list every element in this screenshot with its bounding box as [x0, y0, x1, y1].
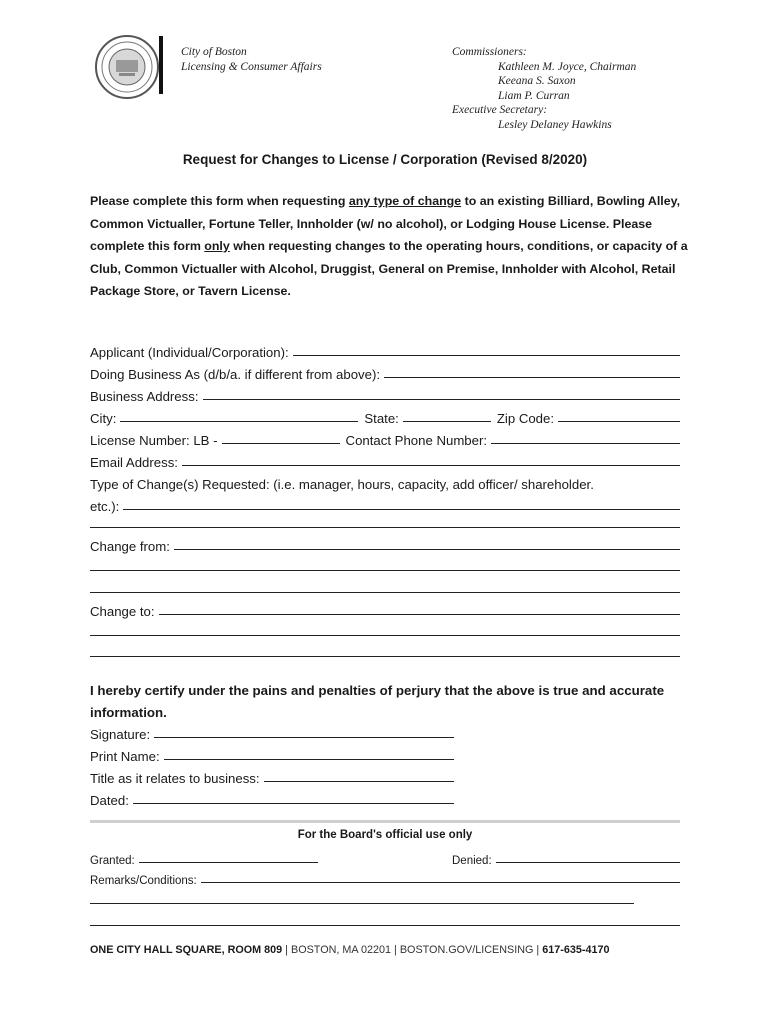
city-state-zip-row: [90, 406, 680, 426]
address-label: Business Address:: [90, 389, 199, 404]
footer-sep-1: |: [282, 944, 291, 956]
signature-label: Signature:: [90, 727, 151, 742]
intro-part-1: Please complete this form when requesting: [90, 194, 349, 208]
denied-field[interactable]: [496, 862, 680, 863]
change-from-line-2[interactable]: [90, 570, 680, 571]
email-field[interactable]: [182, 465, 680, 466]
denied-label: Denied:: [452, 855, 492, 867]
footer-sep-2: |: [391, 944, 400, 956]
city-field[interactable]: [120, 421, 358, 422]
commissioner-3: Liam P. Curran: [498, 89, 570, 102]
license-phone-row: [90, 428, 680, 448]
remarks-label: Remarks/Conditions:: [90, 875, 197, 887]
remarks-field[interactable]: [201, 882, 680, 883]
applicant-row: [90, 340, 680, 360]
type-row-1: [90, 472, 680, 492]
signature-row: [90, 722, 454, 742]
change-to-field[interactable]: [159, 614, 680, 615]
print-name-field[interactable]: [164, 759, 454, 760]
state-field[interactable]: [403, 421, 491, 422]
dated-row: [90, 788, 454, 808]
email-label: Email Address:: [90, 455, 178, 470]
zip-field[interactable]: [558, 421, 680, 422]
dba-label: Doing Business As (d/b/a. if different from above):: [90, 367, 381, 382]
title-row: [90, 766, 454, 786]
city-label: City:: [90, 411, 117, 426]
change-from-line-3[interactable]: [90, 592, 680, 593]
title-label: Title as it relates to business:: [90, 771, 260, 786]
granted-label: Granted:: [90, 855, 135, 867]
executive-secretary-name: Lesley Delaney Hawkins: [498, 118, 612, 131]
executive-secretary-label: Executive Secretary:: [452, 104, 548, 116]
denied-row: [452, 847, 680, 867]
change-to-row: [90, 599, 680, 619]
type-field[interactable]: [123, 509, 680, 510]
email-row: [90, 450, 680, 470]
official-separator: [90, 820, 680, 823]
signature-field[interactable]: [154, 737, 454, 738]
remarks-row: [90, 867, 680, 887]
type-field-line-2[interactable]: [90, 527, 680, 528]
dba-row: [90, 362, 680, 382]
phone-field[interactable]: [491, 443, 680, 444]
applicant-label: Applicant (Individual/Corporation):: [90, 345, 289, 360]
footer-address: ONE CITY HALL SQUARE, ROOM 809: [90, 944, 283, 956]
dated-field[interactable]: [133, 803, 454, 804]
footer-city: BOSTON, MA 02201: [291, 944, 392, 956]
official-use-heading: For the Board's official use only: [297, 829, 473, 841]
change-to-line-2[interactable]: [90, 635, 680, 636]
form-title: Request for Changes to License / Corporation (Revised 8/2020): [182, 152, 588, 167]
change-from-field[interactable]: [174, 549, 680, 550]
dated-label: Dated:: [90, 793, 129, 808]
applicant-field[interactable]: [293, 355, 680, 356]
change-from-label: Change from:: [90, 539, 170, 554]
footer-web[interactable]: BOSTON.GOV/LICENSING: [399, 944, 534, 956]
commissioner-2: Keeana S. Saxon: [498, 75, 576, 87]
city-name: City of Boston: [181, 46, 247, 58]
commissioner-1: Kathleen M. Joyce, Chairman: [498, 60, 637, 73]
change-to-line-3[interactable]: [90, 656, 680, 657]
print-name-label: Print Name:: [90, 749, 160, 764]
footer: [90, 944, 710, 956]
license-field[interactable]: [222, 443, 340, 444]
type-label: Type of Change(s) Requested: (i.e. manager, hours, capacity, add officer/ shareholder.: [90, 477, 594, 492]
state-label: State:: [364, 411, 399, 426]
footer-phone: 617-635-4170: [542, 944, 610, 956]
intro-underline-1: any type of change: [348, 194, 462, 208]
address-field[interactable]: [203, 399, 681, 400]
change-to-label: Change to:: [90, 604, 155, 619]
commissioners-label: Commissioners:: [452, 46, 527, 58]
commissioners-block: [452, 45, 712, 132]
intro-part-2: to an existing Billiard, Bowling Alley, Common Victualler, Fortune Teller, Innholder (w/ no alcohol), or Lodging House License. Please complete this form: [90, 194, 681, 253]
address-row: [90, 384, 680, 404]
intro-underline-2: only: [204, 239, 230, 253]
header-divider: [159, 36, 163, 94]
city-seal-icon: [94, 34, 160, 100]
dba-field[interactable]: [384, 377, 680, 378]
remarks-line-2[interactable]: [90, 903, 634, 904]
license-label: License Number: LB -: [90, 433, 218, 448]
granted-row: [90, 847, 318, 867]
intro-part-3: when requesting changes to the operating hours, conditions, or capacity of a Club, Common Victualler with Alcohol, Druggist, General on Premise, Innholder with Alcohol, Retail Package Store, or Tavern License.: [90, 239, 688, 298]
zip-label: Zip Code:: [496, 411, 555, 426]
footer-sep-3: |: [533, 944, 543, 956]
header-city-block: [181, 45, 322, 74]
title-field[interactable]: [264, 781, 454, 782]
certify-statement: I hereby certify under the pains and penalties of perjury that the above is true and accurate information.: [90, 683, 665, 720]
type-label-cont: etc.):: [90, 499, 120, 514]
department-name: Licensing & Consumer Affairs: [181, 60, 322, 73]
granted-field[interactable]: [139, 862, 318, 863]
change-from-row: [90, 534, 680, 554]
intro-paragraph: [90, 190, 690, 303]
remarks-line-3[interactable]: [90, 925, 680, 926]
phone-label: Contact Phone Number:: [345, 433, 488, 448]
type-row-2: [90, 494, 680, 514]
print-name-row: [90, 744, 454, 764]
